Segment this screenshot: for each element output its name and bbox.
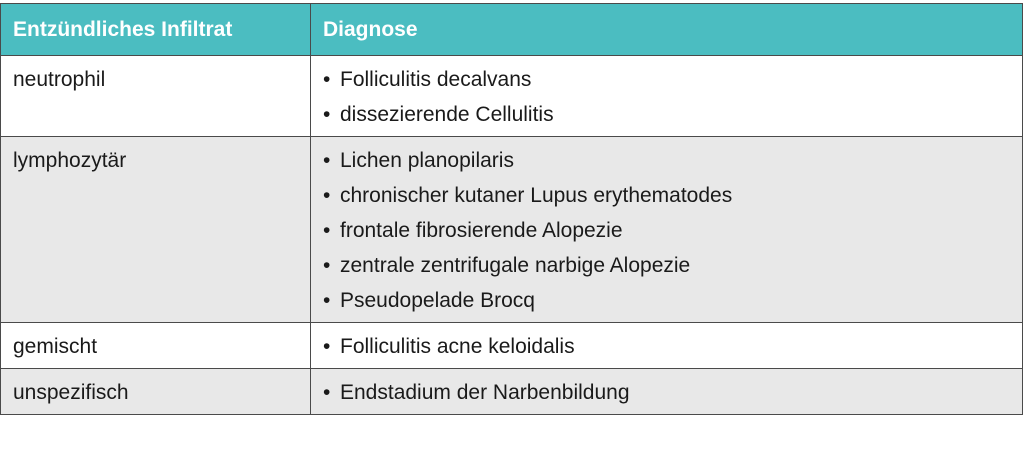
bullet-marker: • [323,335,331,358]
bullet-marker: • [323,381,331,404]
diagnose-list [323,381,1012,404]
list-item [323,381,1012,404]
diagnose-label: zentrale zentrifugale narbige Alopezie [340,254,691,277]
bullet-marker: • [323,68,331,91]
list-item [323,335,1012,358]
infiltrat-cell: neutrophil [1,56,311,137]
table-header-row [1,4,1023,56]
list-item [323,68,1012,103]
diagnose-label: dissezierende Cellulitis [340,103,554,126]
diagnose-label: Folliculitis acne keloidalis [340,335,575,358]
diagnose-cell [311,56,1023,137]
bullet-marker: • [323,103,331,126]
list-item [323,219,1012,254]
column-header-infiltrat: Entzündliches Infiltrat [1,4,311,56]
diagnose-label: Folliculitis decalvans [340,68,532,91]
bullet-marker: • [323,184,331,207]
diagnose-label: chronischer kutaner Lupus erythematodes [340,184,733,207]
infiltrat-cell: lymphozytär [1,137,311,323]
list-item [323,149,1012,184]
list-item [323,254,1012,289]
bullet-marker: • [323,254,331,277]
column-header-diagnose: Diagnose [311,4,1023,56]
bullet-marker: • [323,219,331,242]
table-row [1,137,1023,323]
diagnose-label: Lichen planopilaris [340,149,514,172]
list-item [323,289,1012,312]
table-row [1,56,1023,137]
diagnose-label: Endstadium der Narbenbildung [340,381,630,404]
bullet-marker: • [323,289,331,312]
diagnose-label: Pseudopelade Brocq [340,289,535,312]
infiltrat-cell: gemischt [1,323,311,369]
diagnose-list [323,335,1012,358]
bullet-marker: • [323,149,331,172]
diagnose-list [323,149,1012,312]
list-item [323,103,1012,126]
diagnose-cell [311,323,1023,369]
diagnose-cell [311,369,1023,415]
diagnose-cell [311,137,1023,323]
table-row [1,369,1023,415]
diagnose-label: frontale fibrosierende Alopezie [340,219,623,242]
diagnose-list [323,68,1012,126]
table-row [1,323,1023,369]
diagnosis-table [0,3,1023,415]
list-item [323,184,1012,219]
infiltrat-cell: unspezifisch [1,369,311,415]
